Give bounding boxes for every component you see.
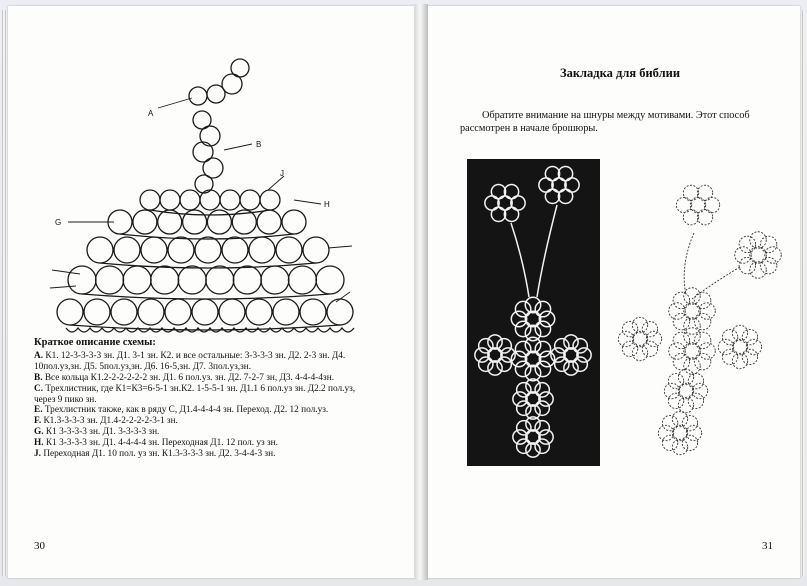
photo-flower-petal xyxy=(535,321,550,336)
tatting-ring xyxy=(151,266,179,294)
diagram-flower-petal xyxy=(732,353,747,368)
tatting-ring xyxy=(282,210,306,234)
tatting-ring xyxy=(180,190,200,210)
photo-flower-petal xyxy=(515,361,530,376)
diagram-flower-petal xyxy=(672,411,687,426)
diagram-flower-petal xyxy=(669,303,686,320)
diagram-flower-petal xyxy=(699,303,716,320)
diagram-flower-petal xyxy=(684,328,701,345)
photo-flower-center xyxy=(564,348,578,362)
diagram-flower-petal xyxy=(694,332,711,349)
leader-line-left-1 xyxy=(52,270,80,274)
diagram-flower-petal xyxy=(673,353,690,370)
diagram-flower-petal xyxy=(688,373,703,388)
photo-flower-petal xyxy=(479,339,493,353)
photo-flower-petal xyxy=(504,185,518,199)
diagram-flower-center xyxy=(684,343,701,360)
tatting-ring xyxy=(114,237,140,263)
diagram-flower-center xyxy=(672,425,687,440)
photo-flower-center xyxy=(525,311,540,326)
tatting-ring xyxy=(87,237,113,263)
label-j: J xyxy=(280,169,284,178)
photo-flower-petal xyxy=(558,189,572,203)
photo-flower-petal xyxy=(535,383,549,397)
photo-flower-petal xyxy=(517,439,531,453)
diagram-flower-petal xyxy=(678,397,693,412)
description-item: H. К1 3-3-3-3 зн. Д1. 4-4-4-4 зн. Переходная Д1. 12 пол. уз зн. xyxy=(34,438,278,449)
photo-flower-petal xyxy=(535,361,550,376)
diagram-flower-petal xyxy=(672,439,687,454)
description-item: G. К1 3-3-3-3 зн. Д1. 3-3-3-3 зн. xyxy=(34,427,160,438)
tatting-ring xyxy=(220,190,240,210)
description-items xyxy=(34,351,364,460)
tatting-ring xyxy=(200,190,220,210)
photo-flower-petal xyxy=(573,357,587,371)
diagram-flower-petal xyxy=(662,435,677,450)
tatting-ring xyxy=(249,237,275,263)
bookmark-diagram xyxy=(600,175,785,470)
diagram-flower-petal xyxy=(732,325,747,340)
diagram-flower-petal xyxy=(684,288,701,305)
leader-line-a xyxy=(158,98,192,108)
diagram-flower-petal xyxy=(622,321,637,336)
photo-flower-center xyxy=(526,430,540,444)
tatting-ring xyxy=(195,237,221,263)
diagram-flower-petal xyxy=(697,185,712,200)
description-item: B. Все кольца К1.2-2-2-2-2-2 зн. Д1. 6 пол.уз. зн. Д2. 7-2-7 зн, Д3. 4-4-4-4зн. xyxy=(34,372,335,383)
photo-flower-petal xyxy=(515,341,530,356)
photo-flower-petal xyxy=(577,348,591,362)
diagram-flower-petal xyxy=(683,209,698,224)
leader-line-b xyxy=(224,144,252,150)
photo-flower-petal xyxy=(513,430,527,444)
photo-flower-petal xyxy=(488,361,502,375)
diagram-flower-center xyxy=(690,197,705,212)
leader-line-left-2 xyxy=(50,286,76,288)
tatting-ring xyxy=(96,266,124,294)
description-heading: Краткое описание схемы: xyxy=(34,337,156,348)
tatting-ring xyxy=(183,210,207,234)
bookmark-photo xyxy=(467,159,600,466)
diagram-flower-petal xyxy=(673,313,690,330)
photo-flower-petal xyxy=(517,383,531,397)
diagram-flower-petal xyxy=(765,247,782,264)
diagram-flower-petal xyxy=(673,332,690,349)
diagram-flower-petal xyxy=(750,262,767,279)
diagram-flower-petal xyxy=(746,339,761,354)
diagram-flower-petal xyxy=(694,313,711,330)
tatting-ring xyxy=(192,299,218,325)
tatting-ring xyxy=(165,299,191,325)
diagram-flower-petal xyxy=(642,321,657,336)
diagram-flower-petal xyxy=(632,317,647,332)
photo-flower-petal xyxy=(515,301,530,316)
photo-flower-center xyxy=(525,351,540,366)
tatting-ring xyxy=(141,237,167,263)
diagram-flower-petal xyxy=(632,345,647,360)
photo-flower-petal xyxy=(511,311,526,326)
diagram-flower-petal xyxy=(658,425,673,440)
photo-flower-petal xyxy=(535,439,549,453)
tatting-ring xyxy=(233,266,261,294)
diagram-flower-petal xyxy=(739,236,756,253)
diagram-flower-center xyxy=(632,331,647,346)
tatting-ring xyxy=(273,299,299,325)
diagram-flower-petal xyxy=(742,349,757,364)
photo-flower-petal xyxy=(564,361,578,375)
photo-flower-petal xyxy=(488,335,502,349)
tatting-ring xyxy=(222,237,248,263)
diagram-flower-center xyxy=(678,383,693,398)
photo-flower-petal xyxy=(497,339,511,353)
photo-cord xyxy=(511,223,529,297)
tatting-ring xyxy=(261,266,289,294)
photo-flower-petal xyxy=(535,341,550,356)
photo-flower-petal xyxy=(573,339,587,353)
tatting-ring xyxy=(260,190,280,210)
diagram-flower-petal xyxy=(646,331,661,346)
photo-flower-petal xyxy=(526,443,540,457)
diagram-flower-petal xyxy=(694,353,711,370)
diagram-flower-petal xyxy=(686,425,701,440)
photo-flower-petal xyxy=(555,339,569,353)
photo-flower-petal xyxy=(491,185,505,199)
diagram-flower-petal xyxy=(697,209,712,224)
photo-flower-petal xyxy=(504,207,518,221)
photo-flower-petal xyxy=(525,337,540,352)
label-g: G xyxy=(55,218,62,227)
diagram-flower-petal xyxy=(676,197,691,212)
leader-line-right-1 xyxy=(328,246,352,248)
photo-flower-petal xyxy=(525,325,540,340)
tatting-ring xyxy=(207,210,231,234)
diagram-flower-petal xyxy=(683,185,698,200)
tatting-ring xyxy=(84,299,110,325)
tatting-ring xyxy=(138,299,164,325)
tatting-ring xyxy=(111,299,137,325)
diagram-flower-petal xyxy=(760,236,777,253)
tatting-ring xyxy=(200,126,220,146)
diagram-flower-petal xyxy=(692,383,707,398)
photo-flower-petal xyxy=(558,167,572,181)
photo-flower-petal xyxy=(475,348,489,362)
tatting-ring xyxy=(276,237,302,263)
diagram-flower-petal xyxy=(742,329,757,344)
diagram-flower-petal xyxy=(682,415,697,430)
photo-flower-petal xyxy=(539,430,553,444)
diagram-flower-center xyxy=(684,303,701,320)
photo-flower-petal xyxy=(517,401,531,415)
tatting-ring xyxy=(240,190,260,210)
description-item: J. Переходная Д1. 10 пол. уз зн. К1.3-3-3-3 зн. Д2. 3-4-4-3 зн. xyxy=(34,449,276,460)
page-number-right: 31 xyxy=(762,540,773,552)
diagram-flower-petal xyxy=(704,197,719,212)
tatting-ring xyxy=(189,87,207,105)
diagram-flower-petal xyxy=(682,435,697,450)
photo-flower-petal xyxy=(513,392,527,406)
description-item: A. К1. 12-3-3-3-3 зн. Д1. 3-1 зн. К2. и все остальные: 3-3-3-3 зн. Д2. 2-3 зн. Д4. 10пол.уз,зн. Д5. 5пол.уз,зн. Д6. 16-5,зн. Д7. 3пол.уз,зн. xyxy=(34,350,346,372)
diagram-flower-petal xyxy=(668,393,683,408)
tatting-ring xyxy=(68,266,96,294)
diagram-flower-petal xyxy=(684,318,701,335)
photo-flower-petal xyxy=(535,421,549,435)
diagram-flower-petal xyxy=(678,369,693,384)
photo-flower-petal xyxy=(545,167,559,181)
diagram-flower-petal xyxy=(662,415,677,430)
tatting-ring xyxy=(300,299,326,325)
tatting-diagram xyxy=(40,50,370,350)
diagram-flower-petal xyxy=(618,331,633,346)
tatting-ring xyxy=(158,210,182,234)
leader-line-j xyxy=(268,176,284,190)
photo-flower-petal xyxy=(497,357,511,371)
lace-cross-image xyxy=(467,159,600,466)
diagram-flower-petal xyxy=(664,383,679,398)
page-number-left: 30 xyxy=(34,540,45,552)
tatting-ring xyxy=(288,266,316,294)
tatting-ring xyxy=(57,299,83,325)
diagram-flower-petal xyxy=(688,393,703,408)
photo-flower-center xyxy=(526,392,540,406)
page-title: Закладка для библии xyxy=(559,66,681,80)
diagram-flower-petal xyxy=(760,257,777,274)
tatting-ring xyxy=(257,210,281,234)
tatting-chain xyxy=(82,294,330,299)
photo-flower-petal xyxy=(539,311,554,326)
tatting-ring xyxy=(178,266,206,294)
tatting-ring xyxy=(207,85,225,103)
tatting-chain xyxy=(70,325,340,330)
photo-flower-petal xyxy=(539,392,553,406)
diagram-flower-petal xyxy=(718,339,733,354)
diagram-flower-petal xyxy=(750,232,767,249)
photo-cord xyxy=(537,205,557,297)
diagram-flower-petal xyxy=(699,343,716,360)
photo-flower-petal xyxy=(564,335,578,349)
diagram-flower-center xyxy=(750,247,767,264)
photo-flower-petal xyxy=(555,357,569,371)
tatting-ring xyxy=(206,266,234,294)
leader-line-right-2 xyxy=(336,292,350,302)
tatting-ring xyxy=(327,299,353,325)
diagram-flower-petal xyxy=(642,341,657,356)
photo-flower-petal xyxy=(515,321,530,336)
diagram-cord xyxy=(692,267,740,299)
description-item: E. Трехлистник также, как в ряду С, Д1.4-4-4-4 зн. Переход. Д2. 12 пол.уз. xyxy=(34,405,329,416)
tatting-ring xyxy=(160,190,180,210)
tatting-ring xyxy=(133,210,157,234)
scheme-description xyxy=(34,338,364,460)
photo-flower-petal xyxy=(479,357,493,371)
tatting-ring xyxy=(316,266,344,294)
photo-flower-petal xyxy=(535,301,550,316)
intro-paragraph: Обратите внимание на шнуры между мотивами. Этот способ рассмотрен в начале брошюры. xyxy=(460,110,750,134)
diagram-flower-petal xyxy=(668,373,683,388)
diagram-flower-petal xyxy=(739,257,756,274)
diagram-flower-petal xyxy=(669,343,686,360)
label-a: A xyxy=(148,109,154,118)
description-item: F. К1.3-3-3-3 зн. Д1.4-2-2-2-2-3-1 зн. xyxy=(34,416,178,427)
diagram-flower-center xyxy=(732,339,747,354)
description-item: C. Трехлистник, где К1=К3=6-5-1 зн.К2. 1-5-5-1 зн. Д1.1 6 пол.уз зн. Д2.2 пол.уз, через 9 пико зн. xyxy=(34,383,356,405)
leader-line-h xyxy=(294,200,321,204)
photo-flower-petal xyxy=(517,421,531,435)
diagram-flower-petal xyxy=(673,292,690,309)
tatting-ring xyxy=(140,190,160,210)
photo-flower-petal xyxy=(535,401,549,415)
diagram-flower-petal xyxy=(694,292,711,309)
diagram-flower-petal xyxy=(722,329,737,344)
tatting-ring xyxy=(123,266,151,294)
photo-flower-petal xyxy=(525,297,540,312)
tatting-ring xyxy=(168,237,194,263)
tatting-ring xyxy=(219,299,245,325)
photo-flower-center xyxy=(488,348,502,362)
book-gutter xyxy=(414,4,428,580)
label-h: H xyxy=(324,200,330,209)
diagram-flower-petal xyxy=(622,341,637,356)
diagram-cord xyxy=(684,233,694,295)
tatting-ring xyxy=(246,299,272,325)
label-b: B xyxy=(256,140,262,149)
diagram-flower-petal xyxy=(722,349,737,364)
diagram-flower-petal xyxy=(735,247,752,264)
tatting-ring xyxy=(303,237,329,263)
